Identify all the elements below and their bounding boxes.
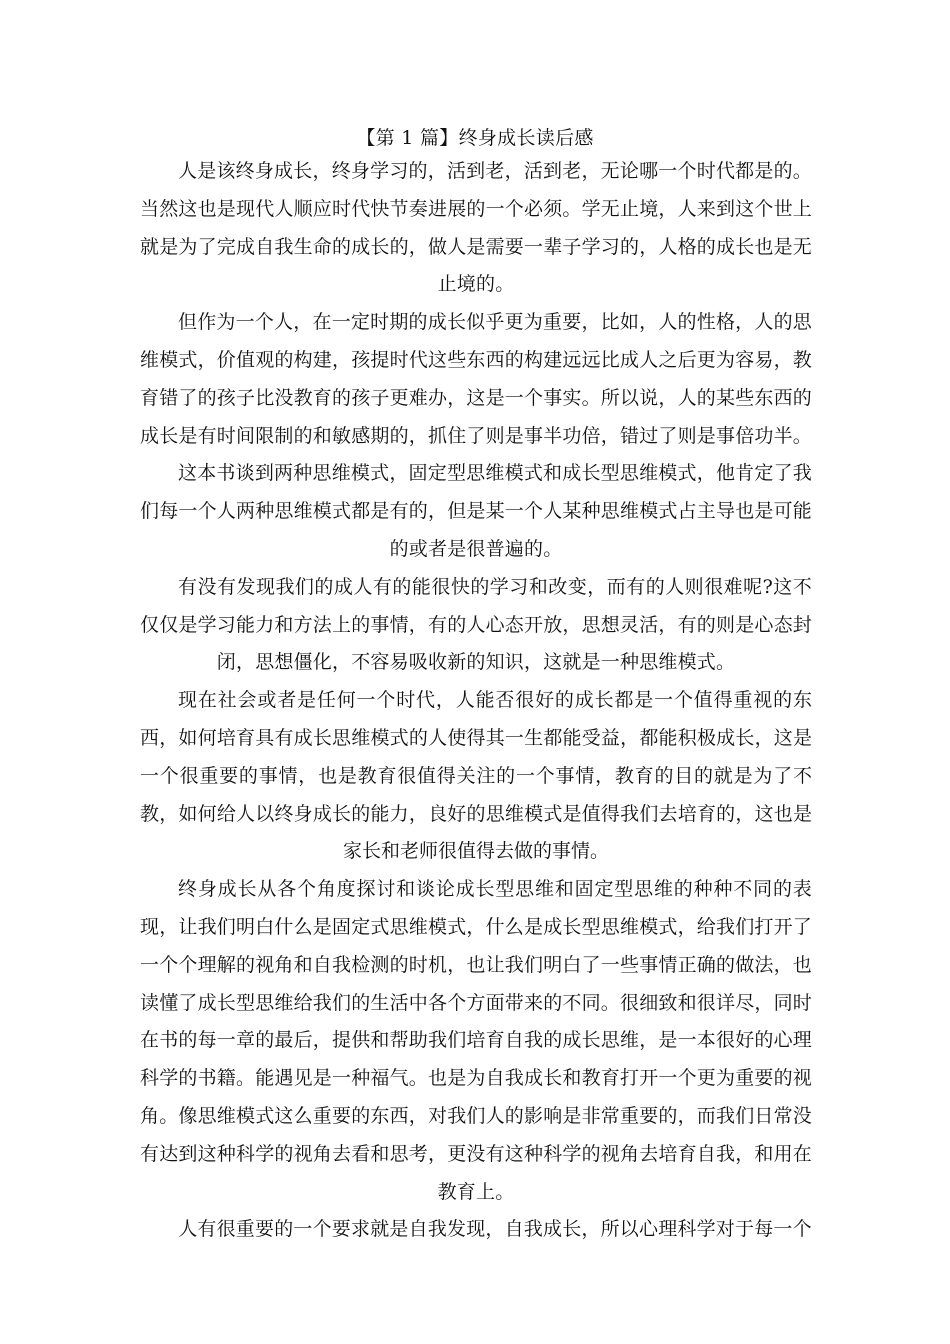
paragraph-4: 有没有发现我们的成人有的能很快的学习和改变，而有的人则很难呢?这不仅仅是学习能力和方法上的事情，有的人心态开放，思想灵活，有的则是心态封闭，思想僵化，不容易吸收新的知识，这就是一种思维模式。	[140, 575, 813, 674]
paragraph-2: 但作为一个人，在一定时期的成长似乎更为重要，比如，人的性格，人的思维模式，价值观的构建，孩提时代这些东西的构建远远比成人之后更为容易，教育错了的孩子比没教育的孩子更难办，这是一个事实。所以说，人的某些东西的成长是有时间限制的和敏感期的，抓住了则是事半功倍，错过了则是事倍功半。	[140, 311, 813, 447]
paragraph-7: 人有很重要的一个要求就是自我发现，自我成长，所以心理科学对于每一个	[178, 1218, 812, 1241]
document-title: 【第 1 篇】终身成长读后感	[356, 127, 594, 149]
paragraph-3: 这本书谈到两种思维模式，固定型思维模式和成长型思维模式，他肯定了我们每一个人两种思维模式都是有的，但是某一个人某种思维模式占主导也是可能的或者是很普遍的。	[140, 462, 813, 560]
paragraph-5: 现在社会或者是任何一个时代，人能否很好的成长都是一个值得重视的东西，如何培育具有成长思维模式的人使得其一生都能受益，都能积极成长，这是一个很重要的事情，也是教育很值得关注的一个事情，教育的目的就是为了不教，如何给人以终身成长的能力，良好的思维模式是值得我们去培育的，这也是家长和老师很值得去做的事情。	[140, 689, 812, 863]
paragraph-6: 终身成长从各个角度探讨和谈论成长型思维和固定型思维的种种不同的表现，让我们明白什么是固定式思维模式，什么是成长型思维模式，给我们打开了一个个理解的视角和自我检测的时机，也让我们明白了一些事情正确的做法，也读懂了成长型思维给我们的生活中各个方面带来的不同。很细致和很详尽，同时在书的每一章的最后，提供和帮助我们培育自我的成长思维，是一本很好的心理科学的书籍。能遇见是一种福气。也是为自我成长和教育打开一个更为重要的视角。像思维模式这么重要的东西，对我们人的影响是非常重要的，而我们日常没有达到这种科学的视角去看和思考，更没有这种科学的视角去培育自我，和用在教育上。	[140, 878, 813, 1203]
document-body	[140, 153, 812, 1249]
paragraph-1: 人是该终身成长，终身学习的，活到老，活到老，无论哪一个时代都是的。当然这也是现代人顺应时代快节奏进展的一个必须。学无止境，人来到这个世上就是为了完成自我生命的成长的，做人是需要一辈子学习的，人格的成长也是无止境的。	[140, 160, 813, 296]
